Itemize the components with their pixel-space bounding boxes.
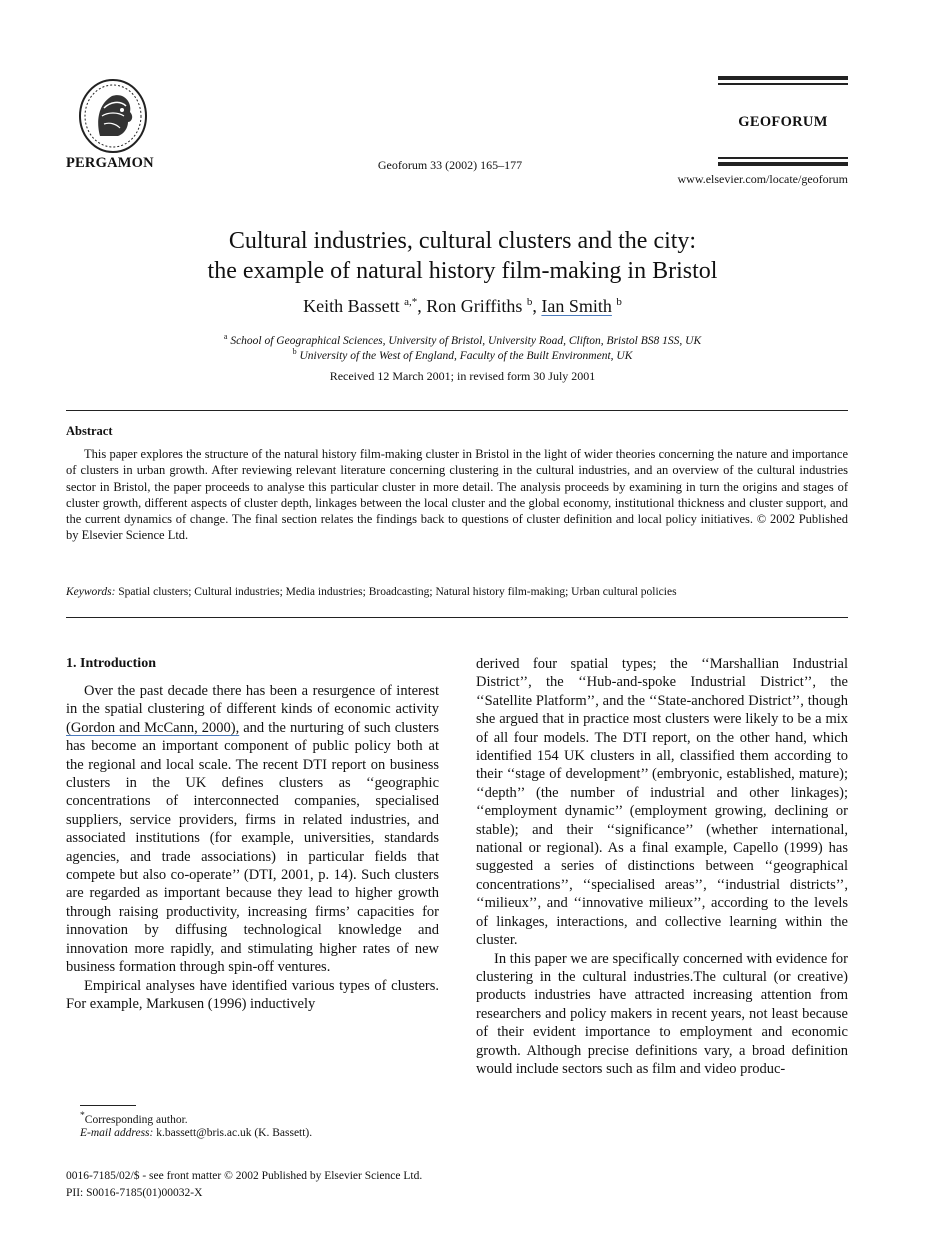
affiliation <box>60 347 865 362</box>
author-affiliation-mark: a,* <box>404 296 418 308</box>
copyright-line: 0016-7185/02/$ - see front matter © 2002 Published by Elsevier Science Ltd. <box>66 1170 423 1182</box>
affiliation <box>60 332 865 347</box>
affiliation-mark: a <box>223 332 228 341</box>
author-affiliation-mark: b <box>526 296 533 308</box>
paragraph-text: and the nurturing of such clusters has become an important component of public policy both at the regional and local scale. The recent DTI report on business clusters in the UK defines clusters as ‘‘geographic concentrations of interconnected companies, specialised suppliers, service providers, firms in related industries, and associated institutions (for example, universities, standards agencies, and trade associations) in particular fields that compete but also co-operate’’ (DTI, 2001, p. 14). Such clusters are regarded as important because they lead to higher growth through raising productivity, increasing firms’ capacities for innovation by diffusing technological knowledge and innovation more rapidly, and stimulating higher rates of new business formation through spin-off ventures. <box>66 719 439 976</box>
title-line: the example of natural history film-making in Bristol <box>207 258 718 284</box>
affiliation-mark: b <box>292 347 297 356</box>
title-line: Cultural industries, cultural clusters and the city: <box>228 228 697 254</box>
affiliation-text: University of the West of England, Faculty of the Built Environment, UK <box>299 349 633 362</box>
footnote-email <box>80 1127 312 1139</box>
header-rule <box>718 76 848 80</box>
keywords-label: Keywords: <box>66 586 116 598</box>
journal-url[interactable]: www.elsevier.com/locate/geoforum <box>677 172 848 186</box>
footnote-corresponding <box>80 1110 188 1126</box>
section-heading: 1. Introduction <box>66 656 156 671</box>
divider <box>66 617 848 618</box>
author-name: Keith Bassett <box>303 296 400 316</box>
left-column <box>66 682 439 1013</box>
author-list: Keith Bassett $^{a,*}$, Ron Griffiths $^b$, Ian Smith $^b$ <box>303 296 622 316</box>
divider <box>66 410 848 411</box>
paragraph: In this paper we are specifically concerned with evidence for clustering in the cultural industries.The cultural (or creative) products industries have attracted increasing attention from researchers and policy makers in recent years, not least because of their evident importance to employment and economic growth. Although precise definitions vary, a broad definition would include sectors such as film and video produc- <box>476 950 848 1077</box>
author-name: Ron Griffiths <box>426 296 523 316</box>
email-label: E-mail address: <box>80 1127 154 1139</box>
abstract-heading: Abstract <box>66 424 113 438</box>
keywords <box>66 586 848 598</box>
publisher-name: PERGAMON <box>66 155 154 171</box>
footnote-text: Corresponding author. <box>84 1113 188 1126</box>
citation-link[interactable]: (Gordon and McCann, 2000), <box>66 719 240 736</box>
paragraph: derived four spatial types; the ‘‘Marshallian Industrial District’’, the ‘‘Hub-and-spoke Industrial District’’, the ‘‘Satellite Platform’’, and the ‘‘State-anchored District’’, though she argued that in practice most clusters were likely to be a mix of all four models. The DTI report, on the other hand, which identified 154 UK clusters in all, classified them according to their ‘‘stage of development’’ (embryonic, established, mature); ‘‘depth’’ (the number of industrial and other linkages); ‘‘employment dynamic’’ (employment growing, declining or stable); and their ‘‘significance’’ (whether international, national or regional). As a final example, Capello (1999) has suggested a series of distinctions between ‘‘geographical concentrations’’, ‘‘specialised areas’’, ‘‘industrial districts’’, ‘‘milieux’’, and ‘‘innovative milieux’’, according to the levels of linkages, interactions, and collective learning within the cluster. <box>476 656 848 949</box>
paragraph: Empirical analyses have identified various types of clusters. For example, Markusen (1996) inductively <box>66 977 439 1012</box>
received-dates: Received 12 March 2001; in revised form 30 July 2001 <box>329 369 596 383</box>
journal-name: GEOFORUM <box>738 114 828 130</box>
abstract-text: This paper explores the structure of the natural history film-making cluster in Bristol in the light of wider theories concerning the nature and importance of clusters in urban growth. After reviewing relevant literature concerning clustering in the cultural industries, and an overview of the cultural industries sector in Bristol, the paper proceeds to analyse this particular cluster in more detail. The analysis proceeds by examining in turn the origins and stages of cluster growth, different aspects of cluster depth, linkages between the local cluster and the global economy, institutional thickness and cluster support, and the current dynamics of change. The final section relates the findings back to questions of cluster definition and local policy initiatives. © 2002 Published by Elsevier Science Ltd. <box>66 447 848 543</box>
keywords-list: Spatial clusters; Cultural industries; Media industries; Broadcasting; Natural history film-making; Urban cultural policies <box>118 586 677 598</box>
affiliation-text: School of Geographical Sciences, University of Bristol, University Road, Clifton, Bristol BS8 1SS, UK <box>230 334 702 347</box>
header-rule <box>718 83 848 85</box>
header-rule <box>718 162 848 166</box>
author-name-link[interactable]: Ian Smith <box>541 296 612 316</box>
article-title <box>60 226 865 286</box>
pii-line: PII: S0016-7185(01)00032-X <box>66 1187 203 1199</box>
publisher-logo-icon <box>78 78 148 154</box>
paragraph <box>66 682 439 977</box>
footnote-rule <box>80 1105 136 1106</box>
right-column <box>476 655 848 1078</box>
journal-citation: Geoforum 33 (2002) 165–177 <box>377 158 523 172</box>
header-rule <box>718 157 848 159</box>
author-affiliation-mark: b <box>616 296 622 308</box>
paragraph-text: Over the past decade there has been a resurgence of interest in the spatial clustering of different kinds of economic activity <box>66 683 439 718</box>
email-address[interactable]: k.bassett@bris.ac.uk (K. Bassett). <box>156 1127 313 1139</box>
footnote-mark: * <box>80 1110 85 1121</box>
